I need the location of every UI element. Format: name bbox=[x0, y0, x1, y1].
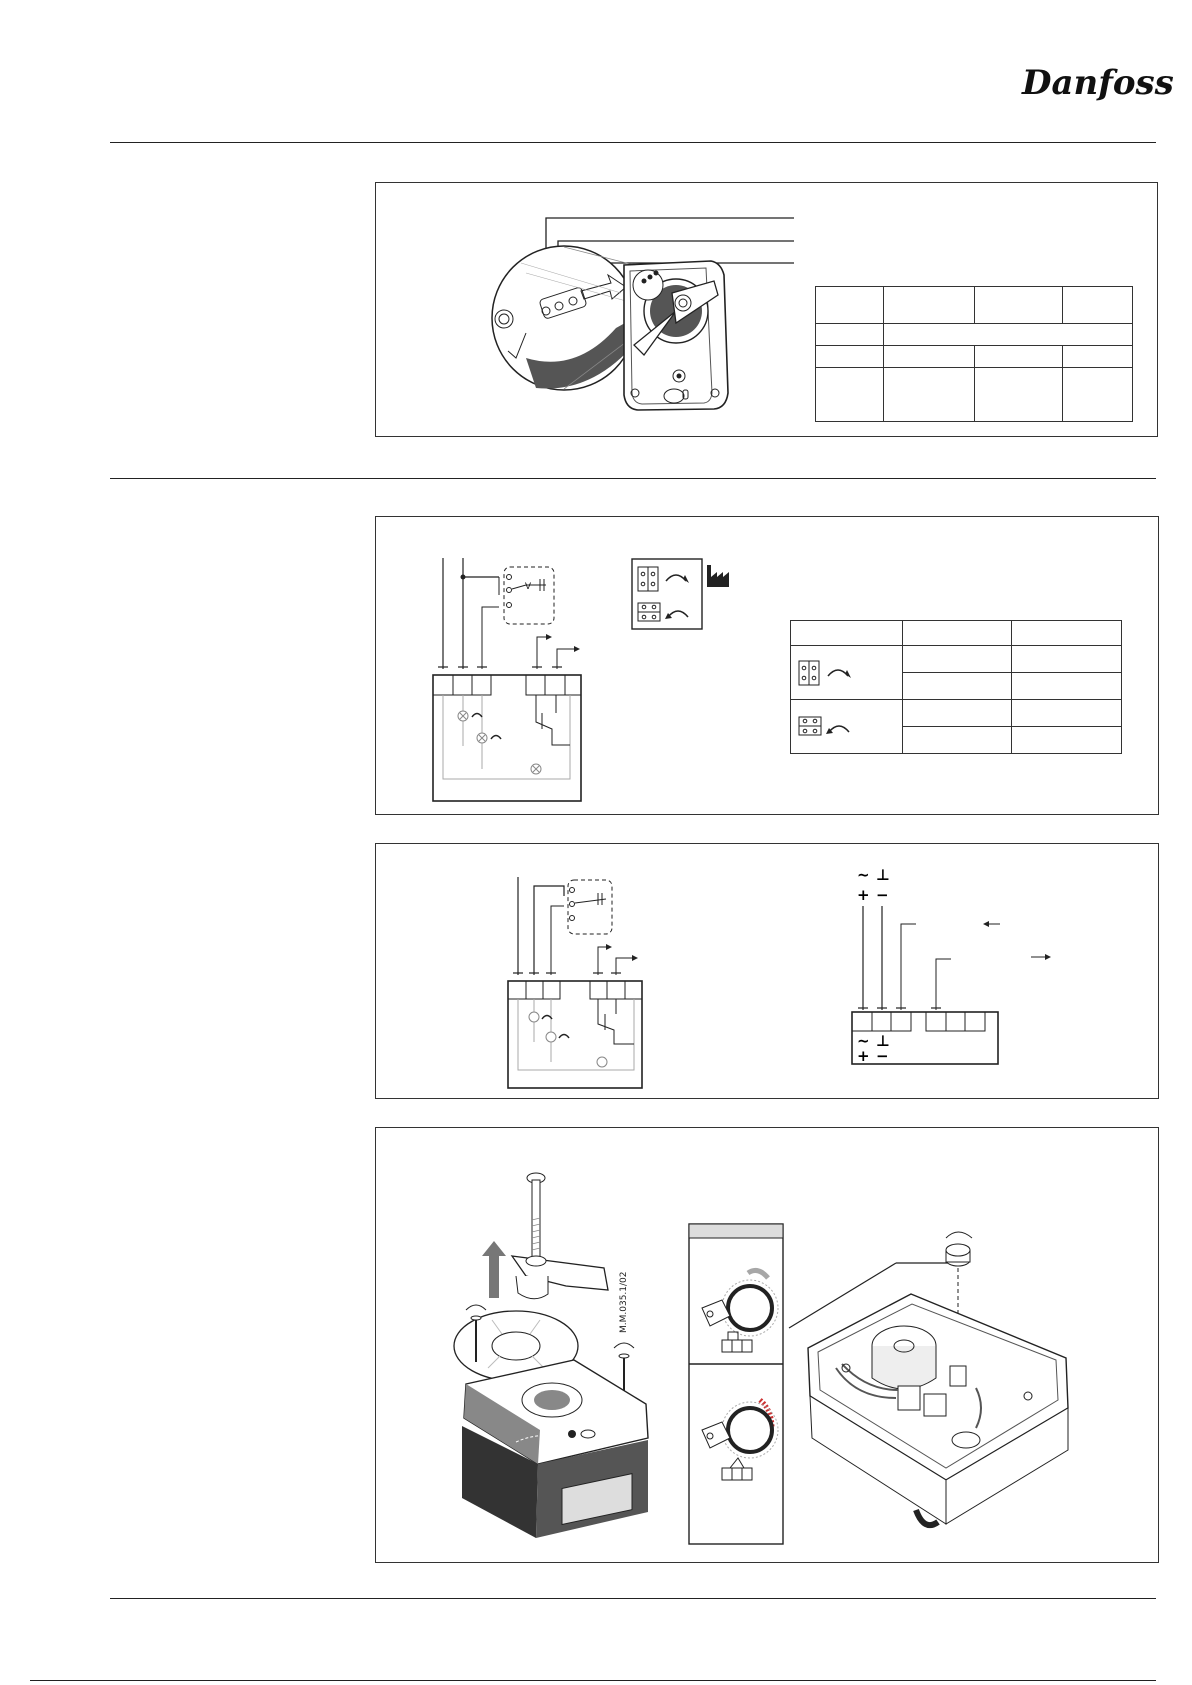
jumper-table-cell bbox=[1012, 646, 1122, 673]
assembly-panel bbox=[375, 1127, 1159, 1563]
block-symbol-ground: ⊥ bbox=[876, 1032, 890, 1050]
led-table-cell bbox=[975, 287, 1063, 324]
jumper-table-cell bbox=[791, 621, 903, 646]
rotation-arrow-icon bbox=[472, 714, 482, 718]
signal-in-arrow-icon bbox=[546, 634, 552, 640]
jumper-table-cell bbox=[791, 700, 903, 754]
jumper-table-cell bbox=[791, 646, 903, 700]
led-table-cell bbox=[975, 346, 1063, 368]
wiring-panel-b bbox=[375, 843, 1159, 1099]
block-symbol-minus: − bbox=[876, 1047, 889, 1065]
led-table-cell bbox=[1063, 368, 1133, 422]
assembly-illustration bbox=[376, 1128, 1156, 1560]
footer-rule bbox=[110, 1598, 1156, 1599]
block-symbol-plus: + bbox=[857, 1047, 870, 1065]
led-table-cell bbox=[883, 346, 975, 368]
block-symbol-tilde: ~ bbox=[857, 1032, 870, 1050]
jumper-table-cell bbox=[902, 673, 1012, 700]
header-rule bbox=[110, 142, 1156, 143]
led-table-cell bbox=[816, 324, 884, 346]
led-status-table bbox=[815, 286, 1133, 422]
jumper-table-cell bbox=[1012, 673, 1122, 700]
jumper-table-cell bbox=[902, 621, 1012, 646]
symbol-plus: + bbox=[857, 886, 870, 904]
led-table-cell bbox=[816, 287, 884, 324]
svg-text:V: V bbox=[525, 581, 532, 591]
jumper-table-cell bbox=[1012, 727, 1122, 754]
led-table-cell bbox=[883, 368, 975, 422]
wiring-diagram-b bbox=[376, 844, 1156, 1096]
section-rule bbox=[110, 478, 1156, 479]
jumper-table-cell bbox=[1012, 621, 1122, 646]
wiring-jumper-panel bbox=[375, 516, 1159, 815]
drawing-code: M.M.035.1/02 bbox=[619, 1271, 629, 1333]
jumper-table-cell bbox=[902, 646, 1012, 673]
led-indicator-panel bbox=[375, 182, 1158, 437]
led-table-cell bbox=[816, 346, 884, 368]
led-table-cell bbox=[1063, 346, 1133, 368]
jumper-table-cell bbox=[902, 727, 1012, 754]
jumper-table bbox=[790, 620, 1122, 754]
jumper-table-cell bbox=[902, 700, 1012, 727]
bottom-rule bbox=[30, 1680, 1156, 1681]
symbol-ground: ⊥ bbox=[876, 866, 890, 884]
led-table-cell bbox=[1063, 287, 1133, 324]
led-table-cell bbox=[975, 368, 1063, 422]
lift-arrow-icon bbox=[482, 1241, 506, 1298]
danfoss-logo bbox=[1020, 52, 1174, 112]
led-table-cell bbox=[816, 368, 884, 422]
signal-out-arrow-icon bbox=[574, 646, 580, 652]
brand-text: Danfoss bbox=[1022, 63, 1174, 103]
jumper-table-cell bbox=[1012, 700, 1122, 727]
led-table-cell bbox=[883, 324, 1132, 346]
symbol-minus: − bbox=[876, 886, 889, 904]
factory-icon bbox=[707, 565, 729, 587]
led-table-cell bbox=[883, 287, 975, 324]
symbol-tilde: ~ bbox=[857, 866, 870, 884]
